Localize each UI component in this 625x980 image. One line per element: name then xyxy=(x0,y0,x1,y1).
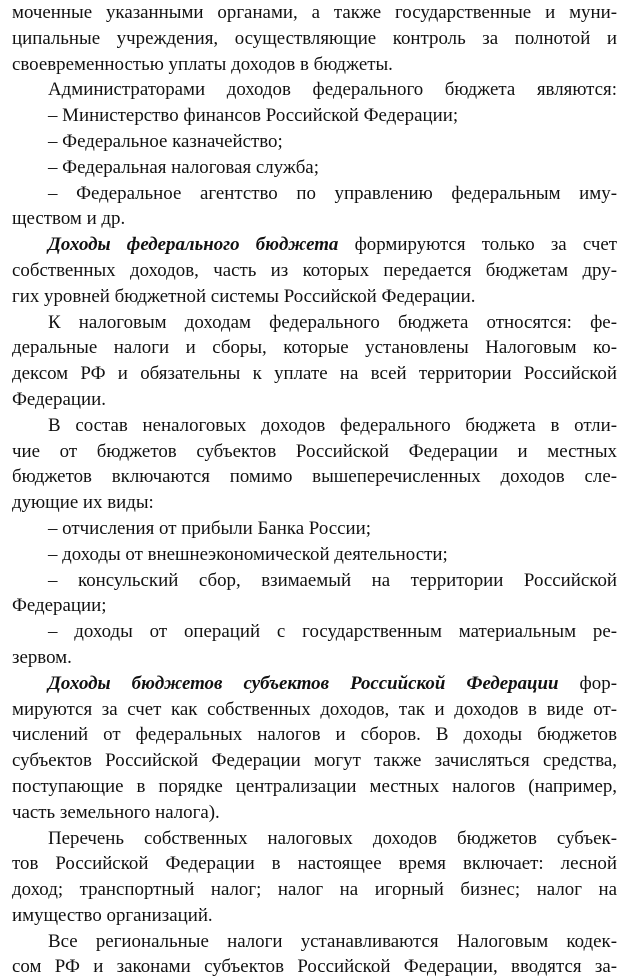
text-line: К налоговым доходам федерального бюджета относятся: фе- xyxy=(48,311,617,333)
text-line: дексом РФ и обязательны к уплате на всей территории Российской xyxy=(12,363,617,385)
text-line: ществом и др. xyxy=(12,208,126,230)
text-line: – Министерство финансов Российской Федерации; xyxy=(48,105,459,127)
text-line: гих уровней бюджетной системы Российской Федерации. xyxy=(12,285,476,307)
text-line: – консульский сбор, взимаемый на территории Российской xyxy=(48,569,617,591)
text-line: субъектов Российской Федерации могут также зачисляться средства, xyxy=(12,750,617,772)
text-line: дующие их виды: xyxy=(12,492,154,514)
text-line: – отчисления от прибыли Банка России; xyxy=(48,517,371,539)
text-line: своевременностью уплаты доходов в бюджеты. xyxy=(12,53,393,75)
text-line: – Федеральная налоговая служба; xyxy=(48,156,319,178)
text-line: Все региональные налоги устанавливаются Налоговым кодек- xyxy=(48,930,617,952)
text-line: тов Российской Федерации в настоящее время включает: лесной xyxy=(12,853,617,875)
text-line: числений от федеральных налогов и сборов. В доходы бюджетов xyxy=(12,724,617,746)
text-line: В состав неналоговых доходов федерального бюджета в отли- xyxy=(48,414,617,436)
text-line: Администраторами доходов федерального бюджета являются: xyxy=(48,79,617,101)
text-line: бюджетов включаются помимо вышеперечисленных доходов сле- xyxy=(12,466,617,488)
text-line: доход; транспортный налог; налог на игорный бизнес; налог на xyxy=(12,879,617,901)
text-line: ципальные учреждения, осуществляющие контроль за полнотой и xyxy=(12,27,617,49)
text-line: часть земельного налога). xyxy=(12,801,220,823)
text-line: деральные налоги и сборы, которые установлены Налоговым ко- xyxy=(12,337,617,359)
text-line: сом РФ и законами субъектов Российской Федерации, вводятся за- xyxy=(12,956,617,978)
text-line: чие от бюджетов субъектов Российской Федерации и местных xyxy=(12,440,617,462)
text-line: – доходы от операций с государственным материальным ре- xyxy=(48,621,617,643)
text-line: собственных доходов, часть из которых передается бюджетам дру- xyxy=(12,259,617,281)
line-text: формируются только за счет xyxy=(338,234,618,256)
text-line: мируются за счет как собственных доходов, так и доходов в виде от- xyxy=(12,698,617,720)
emphasized-term: Доходы федерального бюджета xyxy=(48,234,339,256)
emphasized-term: Доходы бюджетов субъектов Российской Федерации xyxy=(48,672,559,694)
text-line xyxy=(12,671,617,697)
line-text: фор- xyxy=(558,672,617,694)
text-line: – доходы от внешнеэкономической деятельности; xyxy=(48,543,448,565)
text-line: – Федеральное казначейство; xyxy=(48,130,283,152)
text-line: моченные указанными органами, а также государственные и муни- xyxy=(12,2,617,23)
text-line: имущество организаций. xyxy=(12,904,213,926)
text-line: поступающие в порядке централизации местных налогов (например, xyxy=(12,775,617,797)
text-line: Федерации; xyxy=(12,595,107,617)
text-line xyxy=(12,232,617,258)
text-line: – Федеральное агентство по управлению федеральным иму- xyxy=(48,182,617,204)
text-line: Федерации. xyxy=(12,388,106,410)
text-line: Перечень собственных налоговых доходов бюджетов субъек- xyxy=(48,827,617,849)
text-line: зервом. xyxy=(12,646,72,668)
